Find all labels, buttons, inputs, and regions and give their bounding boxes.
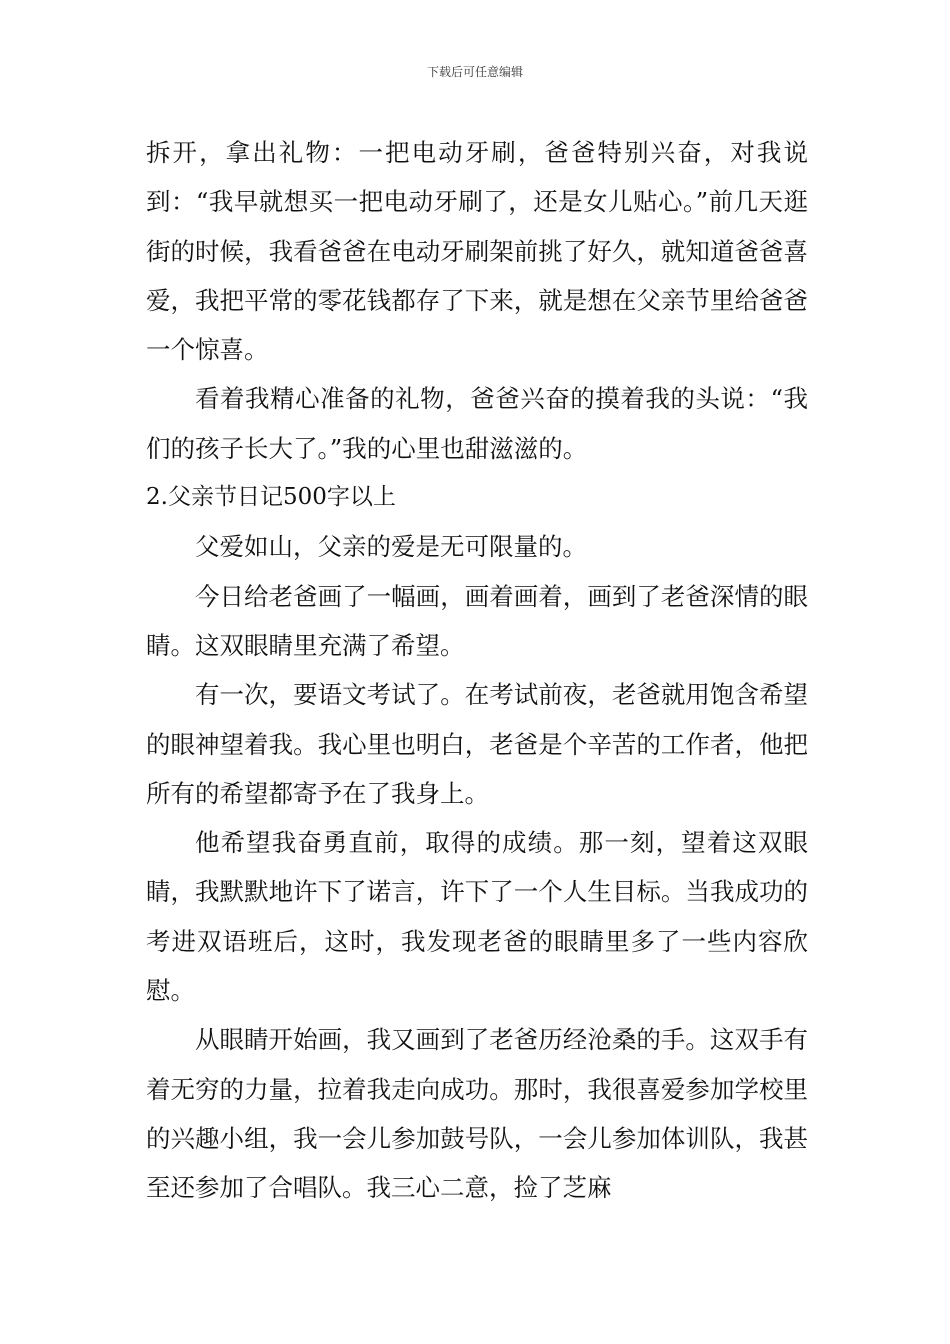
paragraph-continuation: 拆开，拿出礼物：一把电动牙刷，爸爸特别兴奋，对我说到：“我早就想买一把电动牙刷了，还是女儿贴心。”前几天逛街的时候，我看爸爸在电动牙刷架前挑了好久，就知道爸爸喜爱，我把平常的零花钱都存了下来，就是想在父亲节里给爸爸一个惊喜。 (146, 138, 808, 365)
paragraph: 看着我精心准备的礼物，爸爸兴奋的摸着我的头说：“我们的孩子长大了。”我的心里也甜滋滋的。 (146, 384, 808, 463)
paragraph: 有一次，要语文考试了。在考试前夜，老爸就用饱含希望的眼神望着我。我心里也明白，老爸是个辛苦的工作者，他把所有的希望都寄予在了我身上。 (146, 680, 808, 808)
document-body (146, 128, 808, 1213)
section-heading: 2.父亲节日记500字以上 (146, 484, 396, 511)
paragraph: 他希望我奋勇直前，取得的成绩。那一刻，望着这双眼睛，我默默地许下了诺言，许下了一个人生目标。当我成功的考进双语班后，这时，我发现老爸的眼睛里多了一些内容欣慰。 (146, 828, 808, 1006)
paragraph: 今日给老爸画了一幅画，画着画着，画到了老爸深情的眼睛。这双眼睛里充满了希望。 (146, 581, 808, 660)
page-header: 下载后可任意编辑 (426, 65, 523, 79)
paragraph: 从眼睛开始画，我又画到了老爸历经沧桑的手。这双手有着无穷的力量，拉着我走向成功。那时，我很喜爱参加学校里的兴趣小组，我一会儿参加鼓号队，一会儿参加体训队，我甚至还参加了合唱队。我三心二意，捡了芝麻 (146, 1025, 808, 1203)
paragraph: 父爱如山，父亲的爱是无可限量的。 (195, 532, 587, 562)
